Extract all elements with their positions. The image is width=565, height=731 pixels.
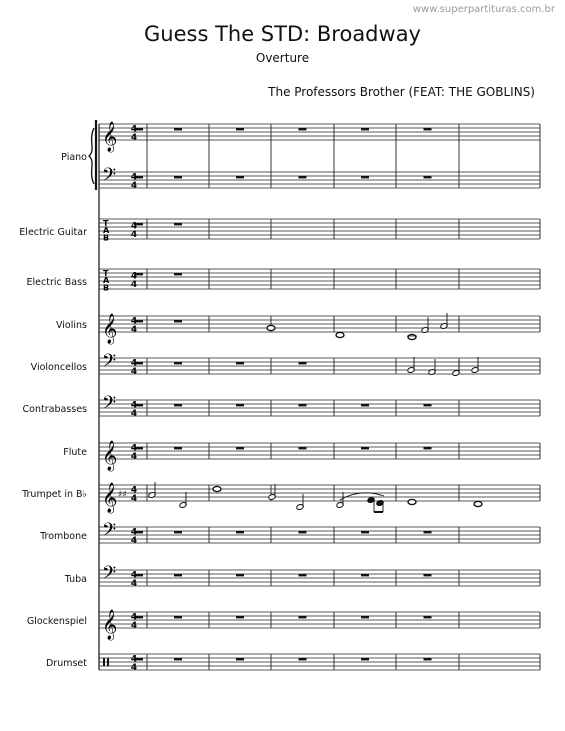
- whole-rest: [299, 128, 307, 130]
- key-signature-sharps: ♯♯: [118, 490, 127, 500]
- bass-clef-icon: 𝄢: [102, 351, 117, 376]
- whole-note: [336, 332, 344, 337]
- instrument-label-trumpet: Trumpet in B♭: [22, 489, 87, 500]
- time-signature-top: 4: [130, 400, 138, 411]
- whole-rest: [174, 320, 182, 322]
- tab-clef-letter: B: [103, 233, 110, 243]
- time-signatures: [131, 125, 137, 674]
- percussion-clef-icon: [103, 658, 105, 666]
- whole-rest: [361, 574, 369, 576]
- whole-rest: [361, 531, 369, 533]
- instrument-label-tuba: Tuba: [64, 574, 87, 585]
- time-signature-bottom: 4: [130, 536, 138, 546]
- whole-rest: [424, 404, 432, 406]
- time-signature-top: 4: [130, 654, 138, 665]
- time-signature-bottom: 4: [130, 663, 138, 673]
- time-signature-top: 4: [130, 221, 138, 232]
- time-signature-top: 4: [130, 124, 138, 135]
- time-signature-bottom: 4: [130, 280, 138, 290]
- staff-lines: [99, 124, 540, 670]
- time-signature-bottom: 4: [130, 133, 138, 143]
- time-signature-bottom: 4: [130, 325, 138, 335]
- watermark: www.superpartituras.com.br: [412, 4, 555, 15]
- whole-rest: [174, 616, 182, 618]
- whole-rest: [236, 362, 244, 364]
- whole-rest: [299, 658, 307, 660]
- piano-brace: [89, 128, 94, 184]
- whole-rest: [424, 447, 432, 449]
- time-signature-top: 4: [130, 316, 138, 327]
- instrument-label-contrabasses: Contrabasses: [22, 404, 87, 415]
- percussion-clef-icon: [107, 658, 109, 666]
- whole-note: [474, 501, 482, 506]
- whole-rest: [361, 658, 369, 660]
- instrument-label-flute: Flute: [63, 447, 87, 458]
- treble-clef-icon: 𝄞: [102, 483, 118, 513]
- tab-clef-letter: A: [103, 226, 110, 236]
- tab-clef-letter: T: [103, 269, 109, 278]
- whole-rest: [236, 531, 244, 533]
- whole-rest: [361, 128, 369, 130]
- whole-rest: [299, 616, 307, 618]
- system-brackets: [89, 120, 99, 670]
- whole-rest: [361, 447, 369, 449]
- whole-rest: [424, 658, 432, 660]
- instrument-label-glockenspiel: Glockenspiel: [26, 616, 87, 627]
- time-signature-top: 4: [130, 443, 138, 454]
- instrument-label-violins: Violins: [56, 320, 87, 331]
- treble-clef-icon: 𝄞: [102, 441, 118, 471]
- instrument-label-trombone: Trombone: [40, 531, 87, 542]
- whole-rest: [424, 128, 432, 130]
- time-signature-bottom: 4: [130, 409, 138, 419]
- treble-clef-icon: 𝄞: [102, 122, 118, 152]
- whole-rest: [236, 658, 244, 660]
- whole-rest: [361, 616, 369, 618]
- whole-rest: [424, 574, 432, 576]
- bass-clef-icon: 𝄢: [102, 563, 117, 588]
- time-signature-top: 4: [130, 358, 138, 369]
- composer-credit: The Professors Brother (FEAT: THE GOBLINS): [268, 85, 535, 99]
- whole-rest: [174, 447, 182, 449]
- whole-rest: [174, 273, 182, 275]
- time-signature-bottom: 4: [130, 494, 138, 504]
- whole-rest: [424, 616, 432, 618]
- score-subtitle: Overture: [255, 51, 310, 65]
- whole-rest: [174, 362, 182, 364]
- time-signature-top: 4: [130, 485, 138, 496]
- barlines: [147, 124, 540, 670]
- instrument-label-violoncellos: Violoncellos: [30, 362, 87, 373]
- whole-note: [267, 325, 275, 330]
- whole-rest: [299, 447, 307, 449]
- tab-clef-letter: A: [103, 276, 110, 286]
- whole-note: [408, 334, 416, 339]
- treble-clef-icon: 𝄞: [102, 314, 118, 344]
- whole-rest: [299, 176, 307, 178]
- whole-rest: [424, 531, 432, 533]
- clefs: [102, 121, 117, 666]
- notes: [118, 313, 482, 512]
- whole-rest: [236, 404, 244, 406]
- time-signature-top: 4: [130, 570, 138, 581]
- whole-rest: [236, 447, 244, 449]
- whole-rest: [361, 404, 369, 406]
- whole-rest: [299, 531, 307, 533]
- instrument-label-piano: Piano: [61, 152, 87, 163]
- slur: [340, 493, 384, 500]
- time-signature-bottom: 4: [130, 181, 138, 191]
- instrument-label-drumset: Drumset: [45, 658, 87, 669]
- whole-rest: [174, 531, 182, 533]
- tab-clef-letter: B: [103, 283, 110, 293]
- whole-note: [408, 499, 416, 504]
- time-signature-bottom: 4: [130, 452, 138, 462]
- whole-rest: [299, 404, 307, 406]
- whole-rest: [236, 616, 244, 618]
- whole-rest: [174, 176, 182, 178]
- bass-clef-icon: 𝄢: [102, 165, 117, 190]
- whole-rest: [236, 176, 244, 178]
- whole-rest: [361, 176, 369, 178]
- rests: [135, 128, 432, 660]
- whole-rest: [299, 574, 307, 576]
- time-signature-bottom: 4: [130, 579, 138, 589]
- time-signature-top: 4: [130, 612, 138, 623]
- time-signature-top: 4: [130, 527, 138, 538]
- whole-rest: [299, 362, 307, 364]
- time-signature-top: 4: [130, 172, 138, 183]
- bass-clef-icon: 𝄢: [102, 520, 117, 545]
- instrument-label-electric-guitar: Electric Guitar: [19, 227, 87, 238]
- time-signature-bottom: 4: [130, 367, 138, 377]
- instrument-label-electric-bass: Electric Bass: [26, 277, 87, 288]
- whole-rest: [174, 574, 182, 576]
- whole-rest: [236, 128, 244, 130]
- whole-rest: [174, 404, 182, 406]
- whole-rest: [424, 176, 432, 178]
- score-title: Guess The STD: Broadway: [144, 22, 421, 46]
- time-signature-bottom: 4: [130, 621, 138, 631]
- whole-rest: [174, 128, 182, 130]
- whole-rest: [174, 223, 182, 225]
- time-signature-top: 4: [130, 271, 138, 282]
- whole-rest: [236, 574, 244, 576]
- treble-clef-icon: 𝄞: [102, 610, 118, 640]
- whole-rest: [174, 658, 182, 660]
- time-signature-bottom: 4: [130, 230, 138, 240]
- bass-clef-icon: 𝄢: [102, 393, 117, 418]
- whole-note: [213, 486, 221, 491]
- tab-clef-letter: T: [103, 219, 109, 228]
